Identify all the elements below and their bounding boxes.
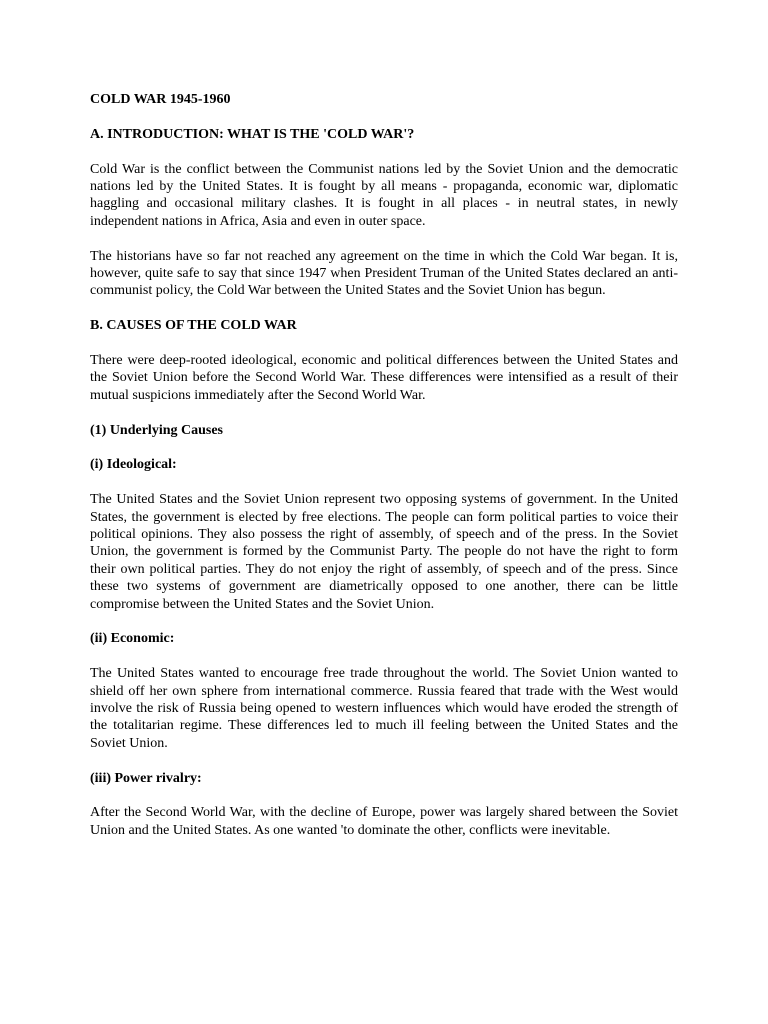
paragraph-power-rivalry: After the Second World War, with the decline of Europe, power was largely shared between the Soviet Union and the United States. As one wanted 'to dominate the other, conflicts were inevitable. (90, 805, 678, 838)
subheading-power-rivalry: (iii) Power rivalry: (90, 770, 202, 786)
document-title: COLD WAR 1945-1960 (90, 92, 231, 107)
section-heading-causes: B. CAUSES OF THE COLD WAR (90, 318, 297, 334)
paragraph-causes-overview: There were deep-rooted ideological, economic and political differences between the United States and the Soviet Union before the Second World War. These differences were intensified as a result of their mutual suspicions immediately after the Second World War. (90, 353, 678, 403)
document-body (90, 91, 678, 839)
section-heading-introduction: A. INTRODUCTION: WHAT IS THE 'COLD WAR'? (90, 126, 415, 142)
paragraph-economic: The United States wanted to encourage free trade throughout the world. The Soviet Union wanted to shield off her own sphere from international commerce. Russia feared that trade with the West would involve the risk of Russia being opened to western influences which would have eroded the strength of the totalitarian regime. These differences led to much ill feeling between the United States and the Soviet Union. (90, 666, 678, 751)
paragraph-ideological: The United States and the Soviet Union represent two opposing systems of government. In the United States, the government is elected by free elections. The people can form political parties to voice their political opinions. They also possess the right of assembly, of speech and of the press. In the Soviet Union, the government is formed by the Communist Party. The people do not have the right to form their own political parties. They do not enjoy the right of assembly, of speech and of the press. Since these two systems of government are diametrically opposed to one another, there can be little compromise between the United States and the Soviet Union. (90, 492, 678, 612)
paragraph-cold-war-definition: Cold War is the conflict between the Communist nations led by the Soviet Union and the democratic nations led by the United States. It is fought by all means - propaganda, economic war, diplomatic haggling and occasional military clashes. It is fought in all places - in neutral states, in newly independent nations in Africa, Asia and even in outer space. (90, 161, 678, 229)
subheading-ideological: (i) Ideological: (90, 457, 177, 473)
subheading-underlying-causes: (1) Underlying Causes (90, 422, 224, 438)
paragraph-cold-war-beginning: The historians have so far not reached any agreement on the time in which the Cold War began. It is, however, quite safe to say that since 1947 when President Truman of the United States declared an anti-communist policy, the Cold War between the United States and the Soviet Union has begun. (90, 248, 678, 299)
subheading-economic: (ii) Economic: (90, 631, 175, 647)
